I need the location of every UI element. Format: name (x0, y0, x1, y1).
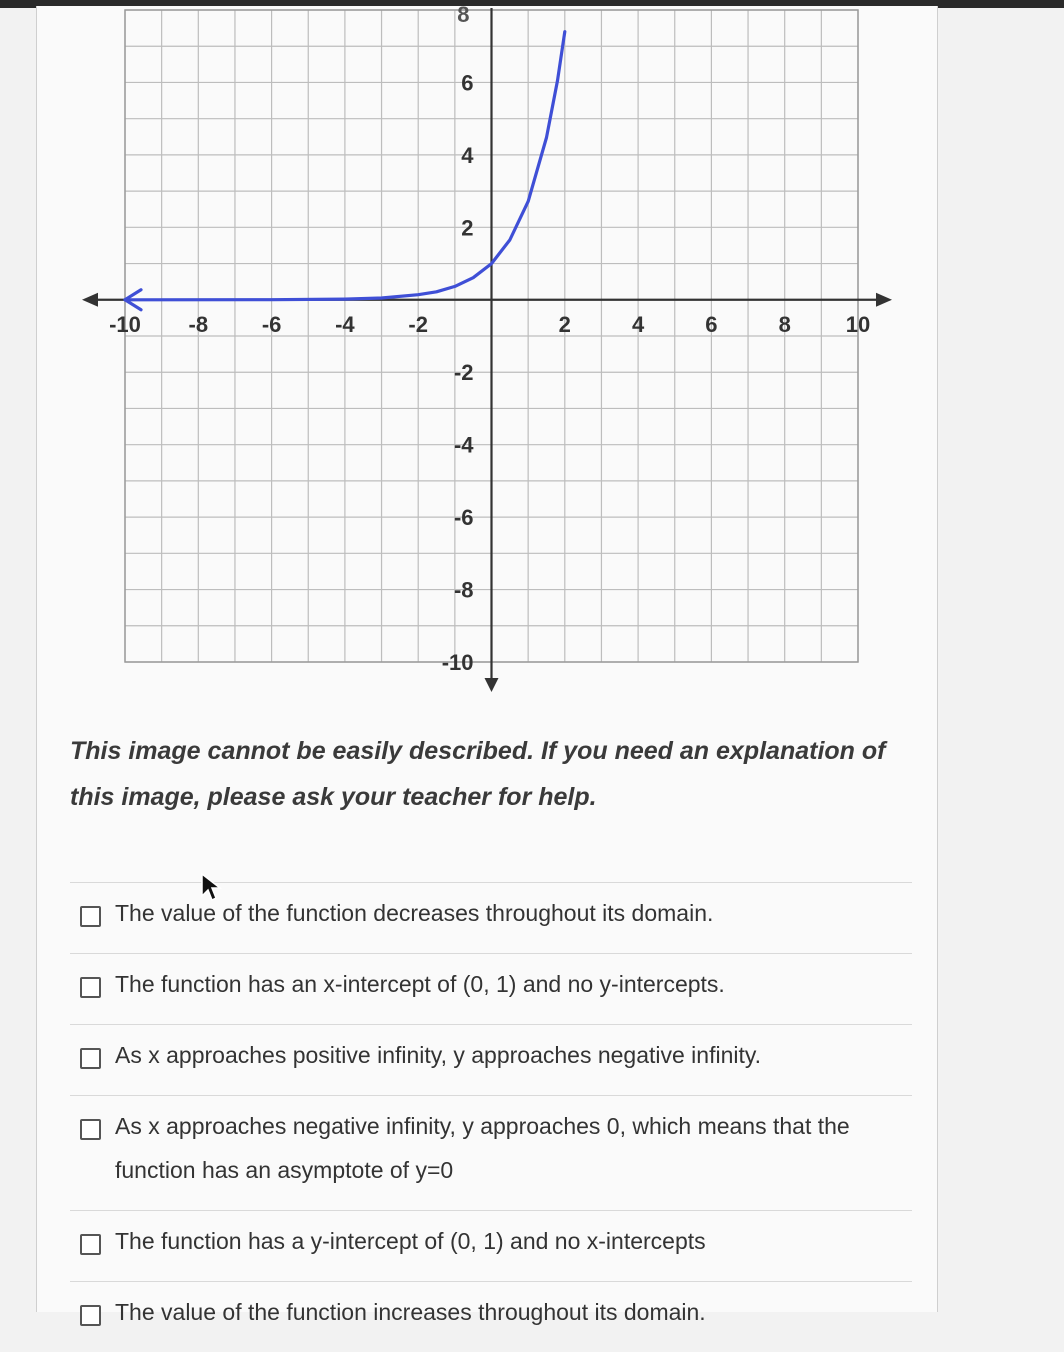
x-tick-label: 6 (705, 311, 718, 337)
x-tick-label: -6 (261, 311, 282, 337)
checkbox[interactable] (80, 906, 101, 927)
option-decreases[interactable] (70, 882, 912, 953)
y-tick-label: -2 (453, 360, 474, 386)
x-axis-arrow-right (876, 293, 892, 307)
y-tick-label: 2 (461, 215, 474, 241)
checkbox[interactable] (80, 1234, 101, 1255)
x-tick-label: -2 (408, 311, 428, 337)
y-tick-label: 4 (461, 142, 474, 168)
checkbox[interactable] (80, 1119, 101, 1140)
option-increases[interactable] (70, 1281, 912, 1352)
option-asymptote[interactable] (70, 1095, 912, 1210)
checkbox[interactable] (80, 977, 101, 998)
y-tick-label: 6 (461, 70, 474, 96)
y-tick-label: -8 (453, 577, 474, 603)
y-tick-label: -4 (453, 432, 474, 458)
answer-options (70, 882, 912, 1352)
option-label: As x approaches negative infinity, y approaches 0, which means that the function has an asymptote of y=0 (115, 1113, 850, 1183)
x-tick-label: 10 (845, 311, 871, 337)
option-positive-infinity[interactable] (70, 1024, 912, 1095)
x-tick-label: 2 (558, 311, 571, 337)
y-axis-arrow-down (485, 678, 499, 692)
option-label: The value of the function decreases throughout its domain. (115, 900, 714, 926)
y-tick-label-top-cut: 8 (457, 2, 470, 27)
checkbox[interactable] (80, 1305, 101, 1326)
x-tick-label: -10 (109, 311, 141, 337)
option-label: The function has a y-intercept of (0, 1) and no x-intercepts (115, 1228, 706, 1254)
x-tick-label: 8 (778, 311, 791, 337)
option-label: The value of the function increases throughout its domain. (115, 1299, 706, 1325)
option-label: The function has an x-intercept of (0, 1) and no y-intercepts. (115, 971, 725, 997)
y-tick-label: -10 (441, 650, 474, 675)
y-tick-labels (442, 2, 475, 675)
x-tick-labels (109, 312, 870, 337)
option-y-intercept[interactable] (70, 1210, 912, 1281)
x-tick-label: -4 (335, 311, 355, 337)
x-tick-label: -8 (188, 311, 209, 337)
image-description-caption: This image cannot be easily described. If you need an explanation of this image, please ask your teacher for help. (70, 737, 886, 811)
mouse-pointer-icon (200, 872, 224, 902)
option-x-intercept[interactable] (70, 953, 912, 1024)
y-tick-label: -6 (453, 505, 474, 531)
option-label: As x approaches positive infinity, y approaches negative infinity. (115, 1042, 762, 1068)
x-tick-label: 4 (631, 311, 645, 337)
x-axis-arrow-left (82, 293, 98, 307)
checkbox[interactable] (80, 1048, 101, 1069)
